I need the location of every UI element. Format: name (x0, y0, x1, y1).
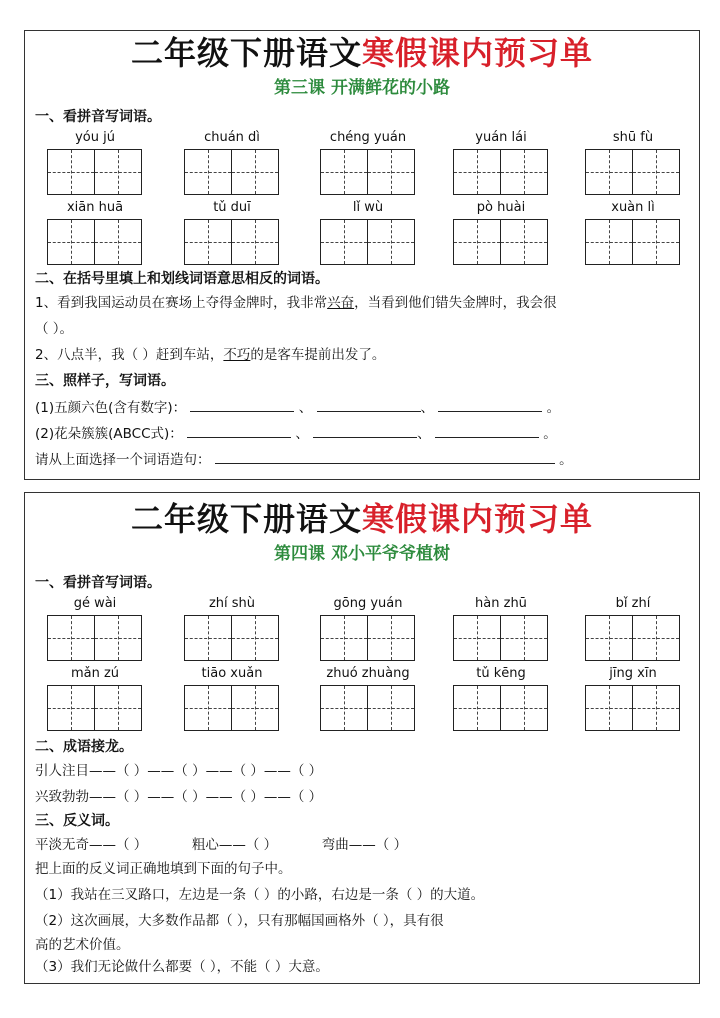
section-heading-pinyin: 一、看拼音写词语。 (35, 109, 161, 125)
writing-box[interactable] (585, 219, 633, 265)
sentence-1[interactable]: （1）我站在三叉路口，左边是一条（ ）的小路，右边是一条（ ）的大道。 (35, 887, 485, 903)
writing-box[interactable] (453, 685, 501, 731)
pinyin-word: shū fù (585, 129, 681, 203)
sentence-3[interactable]: （3）我们无论做什么都要（ ），不能（ ）大意。 (35, 959, 329, 975)
answer-blank[interactable] (190, 397, 294, 412)
writing-box[interactable] (95, 685, 142, 731)
instruction: 把上面的反义词正确地填到下面的句子中。 (35, 861, 292, 877)
answer-blank[interactable] (313, 423, 417, 438)
writing-box[interactable] (633, 149, 680, 195)
antonym-item[interactable]: 平淡无奇——（ ） (35, 837, 148, 853)
pinyin-row-1 (25, 129, 699, 203)
pinyin-word: zhuó zhuàng (320, 665, 416, 739)
writing-box[interactable] (184, 615, 232, 661)
writing-box[interactable] (320, 219, 368, 265)
pinyin-word: tǔ kēng (453, 665, 549, 739)
answer-blank[interactable] (438, 397, 542, 412)
pinyin-word: hàn zhū (453, 595, 549, 669)
pinyin-word: yóu jú (47, 129, 143, 203)
pinyin-word: xuàn lì (585, 199, 681, 273)
sentence-2[interactable]: （2）这次画展，大多数作品都（ ），只有那幅国画格外（ ），具有很 (35, 913, 444, 929)
writing-box[interactable] (501, 615, 548, 661)
writing-box[interactable] (184, 685, 232, 731)
writing-box[interactable] (184, 149, 232, 195)
example-2: (2)花朵簇簇(ABCC式)： 、 、 。 (35, 423, 557, 444)
pinyin-word: gōng yuán (320, 595, 416, 669)
pinyin-word: chuán dì (184, 129, 280, 203)
worksheet-lesson-4 (24, 492, 700, 984)
pinyin-word: tiāo xuǎn (184, 665, 280, 739)
section-heading-antonyms: 三、反义词。 (35, 813, 119, 829)
writing-box[interactable] (232, 615, 279, 661)
writing-box[interactable] (320, 615, 368, 661)
pinyin-word: yuán lái (453, 129, 549, 203)
writing-box[interactable] (320, 685, 368, 731)
lesson-title: 第三课 开满鲜花的小路 (274, 78, 450, 98)
answer-blank[interactable] (317, 397, 421, 412)
idiom-chain-2[interactable]: 兴致勃勃——（ ）——（ ）——（ ）——（ ） (35, 789, 323, 805)
writing-box[interactable] (232, 149, 279, 195)
pinyin-word: tǔ duī (184, 199, 280, 273)
section-heading-idiom-chain: 二、成语接龙。 (35, 739, 133, 755)
pinyin-word: bǐ zhí (585, 595, 681, 669)
writing-box[interactable] (232, 685, 279, 731)
pinyin-word: jīng xīn (585, 665, 681, 739)
pinyin-row-2 (25, 665, 699, 739)
writing-box[interactable] (47, 219, 95, 265)
pinyin-word: mǎn zú (47, 665, 143, 739)
antonym-item[interactable]: 弯曲——（ ） (321, 837, 408, 853)
writing-box[interactable] (633, 219, 680, 265)
question-1: 1、看到我国运动员在赛场上夺得金牌时，我非常兴奋，当看到他们错失金牌时，我会很 (35, 295, 557, 311)
answer-blank[interactable] (435, 423, 539, 438)
writing-box[interactable] (585, 149, 633, 195)
sentence-prompt: 请从上面选择一个词语造句： 。 (35, 449, 573, 470)
worksheet-title: 二年级下册语文寒假课内预习单 (130, 500, 594, 538)
section-heading-pinyin: 一、看拼音写词语。 (35, 575, 161, 591)
worksheet-title: 二年级下册语文寒假课内预习单 (130, 34, 594, 72)
writing-box[interactable] (47, 685, 95, 731)
pinyin-word: xiān huā (47, 199, 143, 273)
writing-box[interactable] (368, 149, 415, 195)
writing-box[interactable] (585, 685, 633, 731)
writing-box[interactable] (633, 615, 680, 661)
writing-box[interactable] (95, 149, 142, 195)
writing-box[interactable] (368, 219, 415, 265)
writing-box[interactable] (368, 615, 415, 661)
writing-box[interactable] (184, 219, 232, 265)
writing-box[interactable] (585, 615, 633, 661)
section-heading-antonyms: 二、在括号里填上和划线词语意思相反的词语。 (35, 271, 329, 287)
idiom-chain-1[interactable]: 引人注目——（ ）——（ ）——（ ）——（ ） (35, 763, 323, 779)
pinyin-word: pò huài (453, 199, 549, 273)
writing-box[interactable] (232, 219, 279, 265)
writing-box[interactable] (501, 219, 548, 265)
writing-box[interactable] (95, 615, 142, 661)
writing-box[interactable] (47, 615, 95, 661)
section-heading-examples: 三、照样子，写词语。 (35, 373, 175, 389)
writing-box[interactable] (453, 615, 501, 661)
writing-box[interactable] (501, 149, 548, 195)
writing-box[interactable] (633, 685, 680, 731)
writing-box[interactable] (453, 149, 501, 195)
sentence-2-continued: 高的艺术价值。 (35, 937, 130, 953)
writing-box[interactable] (95, 219, 142, 265)
writing-box[interactable] (47, 149, 95, 195)
pinyin-row-2 (25, 199, 699, 273)
writing-box[interactable] (368, 685, 415, 731)
writing-box[interactable] (320, 149, 368, 195)
pinyin-word: chéng yuán (320, 129, 416, 203)
pinyin-word: lǐ wù (320, 199, 416, 273)
antonym-item[interactable]: 粗心——（ ） (191, 837, 278, 853)
question-2: 2、八点半，我（ ）赶到车站，不巧的是客车提前出发了。 (35, 347, 386, 363)
lesson-title: 第四课 邓小平爷爷植树 (274, 544, 450, 564)
pinyin-word: zhí shù (184, 595, 280, 669)
example-1: (1)五颜六色(含有数字)： 、 、 。 (35, 397, 560, 418)
writing-box[interactable] (501, 685, 548, 731)
antonym-row (35, 835, 407, 855)
pinyin-row-1 (25, 595, 699, 669)
question-1-blank[interactable]: （ ）。 (35, 321, 74, 337)
pinyin-word: gé wài (47, 595, 143, 669)
answer-blank[interactable] (215, 449, 555, 464)
answer-blank[interactable] (187, 423, 291, 438)
worksheet-lesson-3 (24, 30, 700, 480)
writing-box[interactable] (453, 219, 501, 265)
